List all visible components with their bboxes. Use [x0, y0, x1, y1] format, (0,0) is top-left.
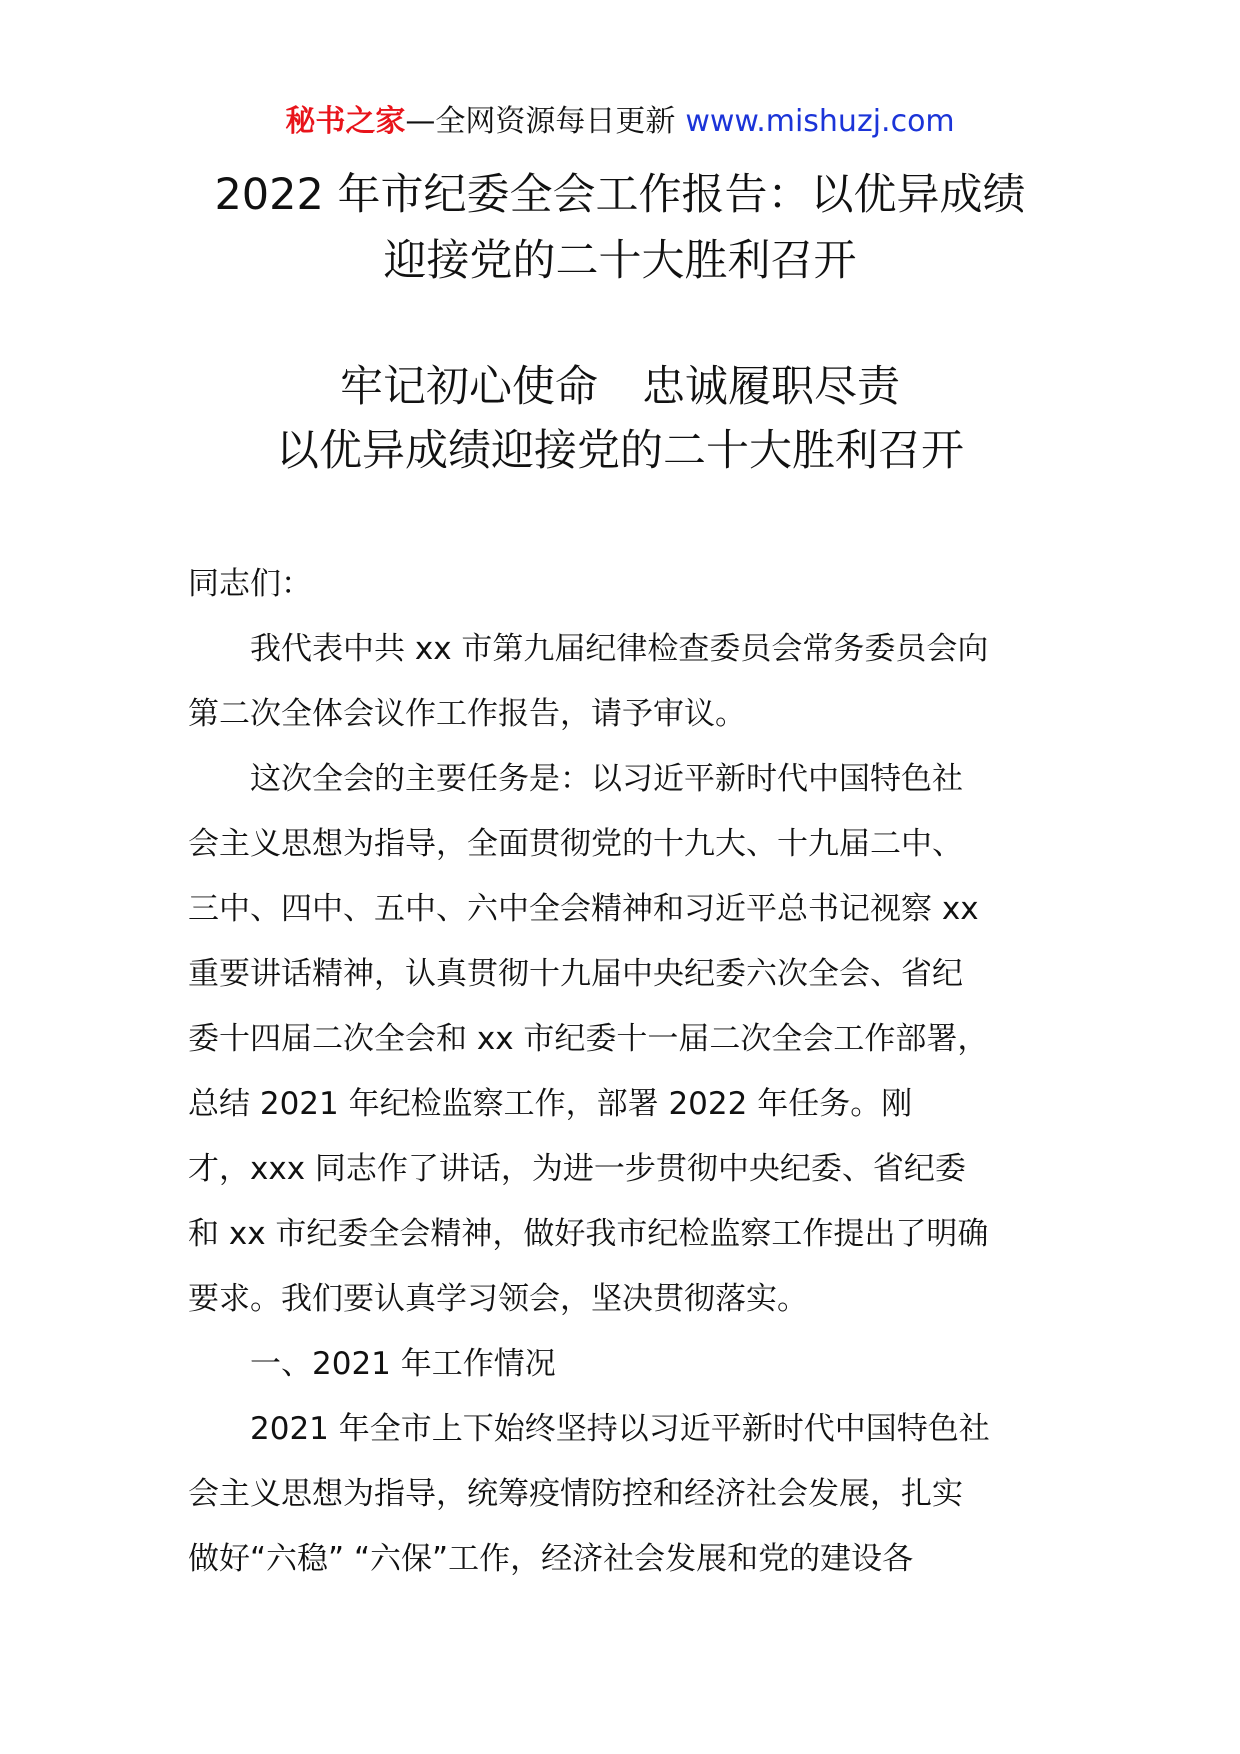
- section-heading: 一、2021 年工作情况: [250, 1346, 556, 1382]
- body-line: 2021 年全市上下始终坚持以习近平新时代中国特色社: [250, 1411, 990, 1447]
- subtitle-line-1: [0, 355, 1240, 419]
- body-line: 做好“六稳” “六保”工作，经济社会发展和党的建设各: [188, 1541, 914, 1577]
- body-line: 总结 2021 年纪检监察工作，部署 2022 年任务。刚: [188, 1086, 913, 1122]
- subtitle-phrase-2: 忠诚履职尽责: [642, 362, 900, 412]
- body-line: 重要讲话精神，认真贯彻十九届中央纪委六次全会、省纪: [188, 956, 963, 992]
- site-header: [0, 100, 1240, 144]
- salutation: 同志们：: [188, 566, 312, 602]
- body-line: 这次全会的主要任务是：以习近平新时代中国特色社: [250, 761, 963, 797]
- document-subtitle: [0, 355, 1240, 483]
- body-line: 要求。我们要认真学习领会，坚决贯彻落实。: [188, 1281, 808, 1317]
- title-line-1: 2022 年市纪委全会工作报告：以优异成绩: [214, 170, 1026, 220]
- site-url-link[interactable]: www.mishuzj.com: [685, 104, 955, 139]
- body-line: 才，xxx 同志作了讲话，为进一步贯彻中央纪委、省纪委: [188, 1151, 966, 1187]
- body-line: 和 xx 市纪委全会精神，做好我市纪检监察工作提出了明确: [188, 1216, 989, 1252]
- body-line: 会主义思想为指导，统筹疫情防控和经济社会发展，扎实: [188, 1476, 963, 1512]
- body-line: 我代表中共 xx 市第九届纪律检查委员会常务委员会向: [250, 631, 989, 667]
- brand-name: 秘书之家: [285, 104, 406, 139]
- body-line: 三中、四中、五中、六中全会精神和习近平总书记视察 xx: [188, 891, 979, 927]
- body-line: 会主义思想为指导，全面贯彻党的十九大、十九届二中、: [188, 826, 963, 862]
- title-line-2: 迎接党的二十大胜利召开: [383, 236, 857, 286]
- subtitle-line-2: 以优异成绩迎接党的二十大胜利召开: [276, 426, 964, 476]
- header-slogan: —全网资源每日更新: [405, 104, 676, 139]
- document-title: [0, 162, 1240, 294]
- body-line: 委十四届二次全会和 xx 市纪委十一届二次全会工作部署，: [188, 1021, 989, 1057]
- subtitle-phrase-1: 牢记初心使命: [340, 362, 598, 412]
- body-line: 第二次全体会议作工作报告，请予审议。: [188, 696, 746, 732]
- report-body: [188, 552, 1054, 1592]
